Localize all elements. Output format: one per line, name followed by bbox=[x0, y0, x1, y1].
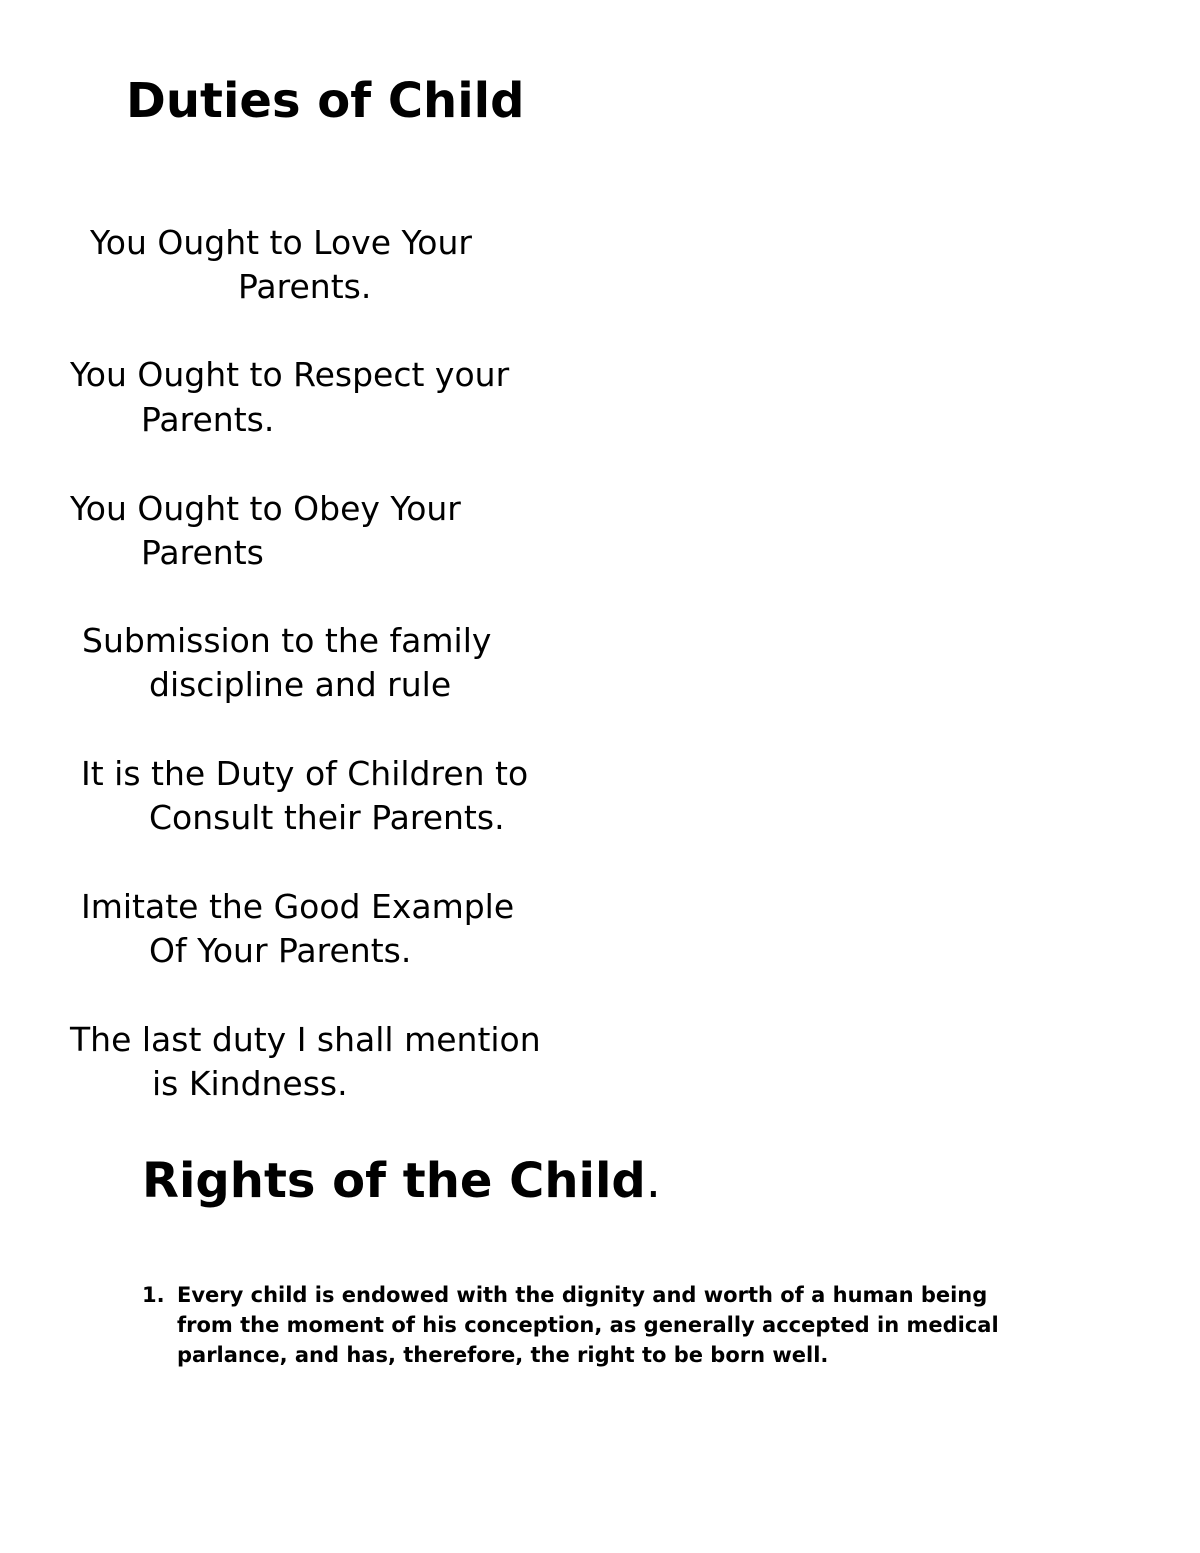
duty-3-line-1: You Ought to Obey Your bbox=[70, 489, 461, 528]
rights-list-item bbox=[142, 1280, 1122, 1370]
rights-item-text-line-2: from the moment of his conception, as generally accepted in medical bbox=[177, 1313, 999, 1337]
duty-7-line-1: The last duty I shall mention bbox=[70, 1020, 541, 1059]
duty-5-line-2: Consult their Parents. bbox=[149, 798, 505, 837]
rights-item-text-line-3: parlance, and has, therefore, the right to be born well. bbox=[177, 1343, 829, 1367]
duty-4-line-1: Submission to the family bbox=[82, 621, 492, 660]
duties-title: Duties of Child bbox=[126, 73, 525, 129]
duty-2-line-1: You Ought to Respect your bbox=[70, 355, 510, 394]
duty-7-line-2: is Kindness. bbox=[152, 1064, 348, 1103]
rights-item-text-line-1: Every child is endowed with the dignity and worth of a human being bbox=[177, 1283, 988, 1307]
duty-6-line-2: Of Your Parents. bbox=[149, 931, 412, 970]
duty-3-line-2: Parents bbox=[141, 533, 264, 572]
duty-5-line-1: It is the Duty of Children to bbox=[81, 754, 529, 793]
duty-2-line-2: Parents. bbox=[141, 400, 275, 439]
duty-1-line-2: Parents. bbox=[238, 267, 372, 306]
duty-1-line-1: You Ought to Love Your bbox=[90, 223, 472, 262]
rights-title-period: . bbox=[645, 1153, 662, 1209]
rights-title bbox=[142, 1153, 662, 1209]
rights-list bbox=[142, 1280, 1122, 1370]
duty-4-line-2: discipline and rule bbox=[149, 665, 452, 704]
duty-6-line-1: Imitate the Good Example bbox=[81, 887, 515, 926]
rights-title-text: Rights of the Child bbox=[142, 1153, 646, 1209]
rights-item-number: 1. bbox=[142, 1283, 165, 1307]
